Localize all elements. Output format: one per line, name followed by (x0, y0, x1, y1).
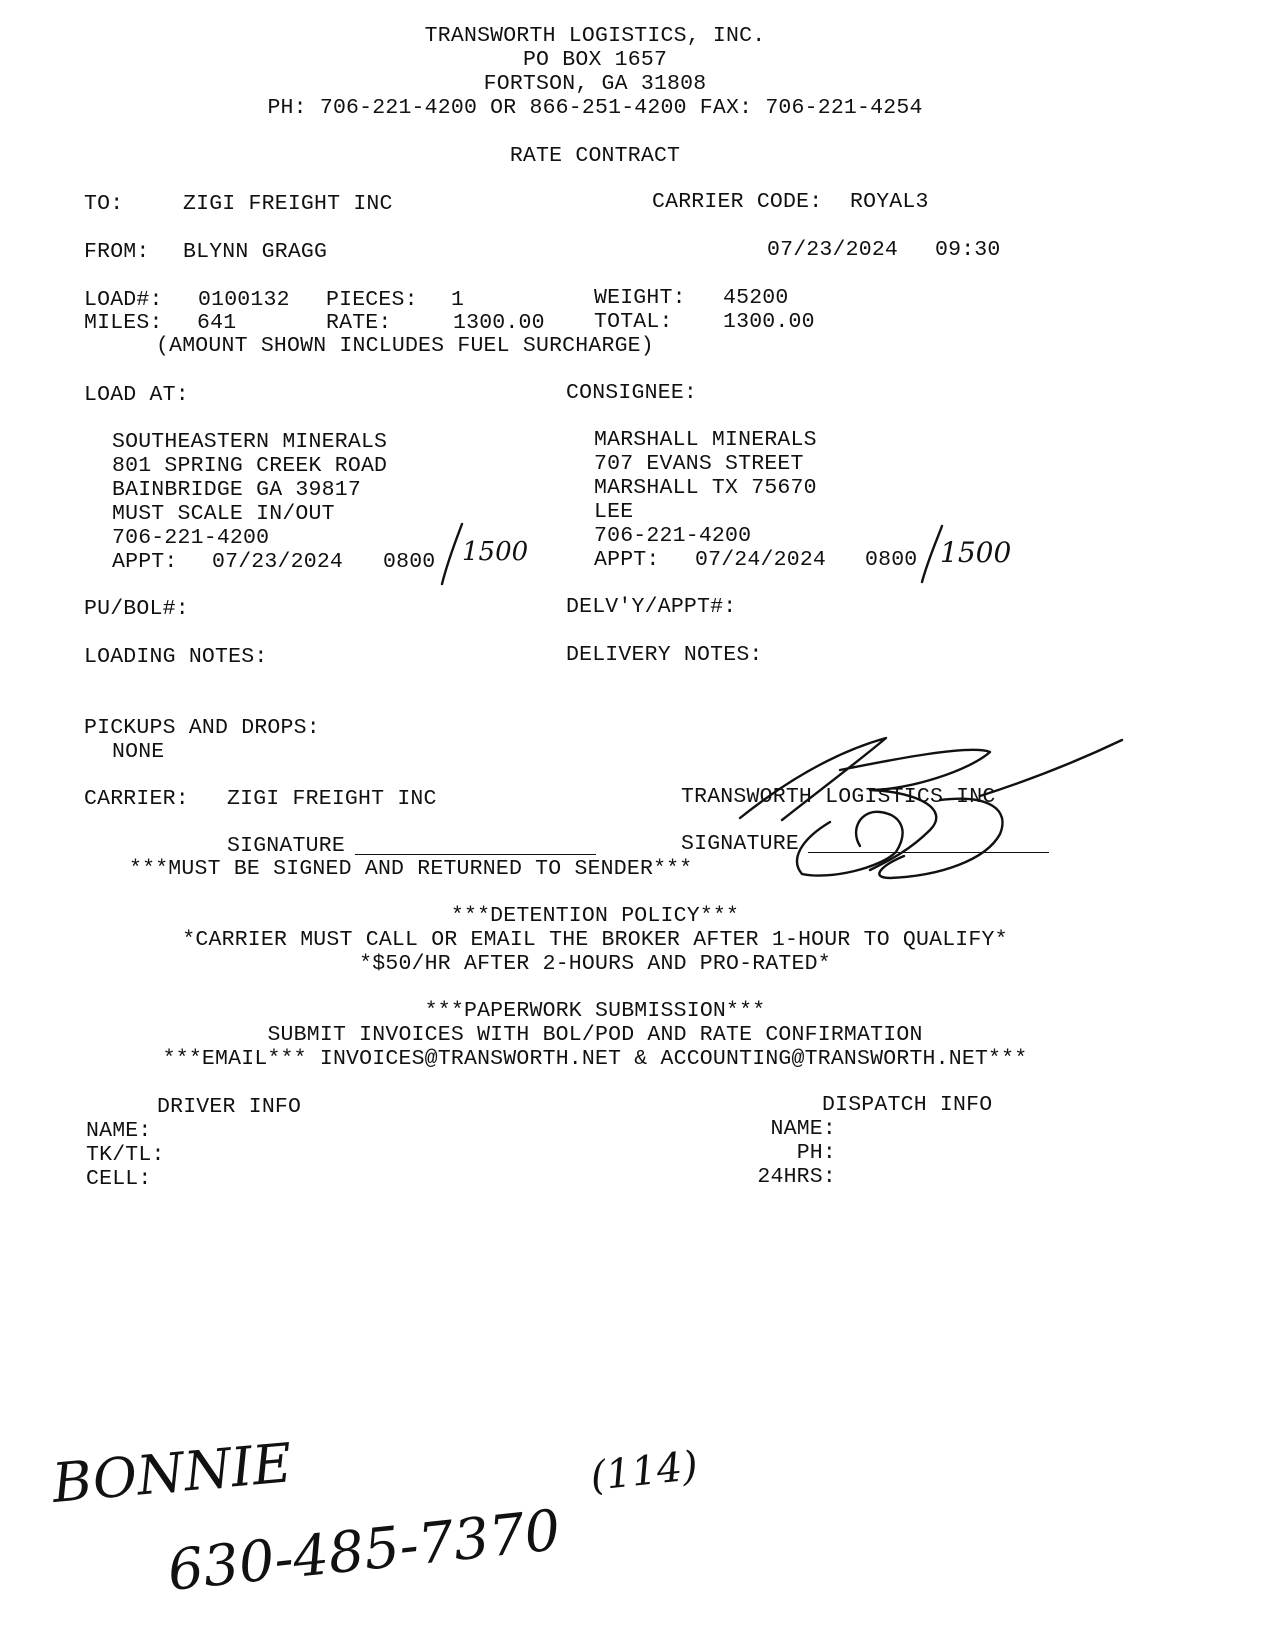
consignee-address: 707 EVANS STREET (594, 452, 804, 476)
pu-bol-label: PU/BOL#: (84, 597, 189, 621)
carrier-name: ZIGI FREIGHT INC (227, 787, 437, 811)
carrier-code-label: CARRIER CODE: (652, 190, 823, 214)
shipper-city: BAINBRIDGE GA 39817 (112, 478, 361, 502)
detention-line-1: *CARRIER MUST CALL OR EMAIL THE BROKER AFTER 1-HOUR TO QUALIFY* (182, 928, 1008, 952)
paperwork-line-1: SUBMIT INVOICES WITH BOL/POD AND RATE CONFIRMATION (267, 1023, 923, 1047)
load-number: 0100132 (198, 288, 290, 312)
shipper-address: 801 SPRING CREEK ROAD (112, 454, 388, 478)
to-label: TO: (84, 192, 124, 216)
driver-cell-label: CELL: (86, 1167, 152, 1191)
paperwork-email-line: ***EMAIL*** INVOICES@TRANSWORTH.NET & ACCOUNTING@TRANSWORTH.NET*** (162, 1047, 1028, 1071)
from-label: FROM: (84, 240, 150, 264)
detention-line-2: *$50/HR AFTER 2-HOURS AND PRO-RATED* (359, 952, 831, 976)
contract-date: 07/23/2024 (767, 238, 899, 262)
rate-label: RATE: (326, 311, 392, 335)
broker-signature (690, 730, 1130, 890)
svg-text:BONNIE: BONNIE (49, 1431, 295, 1515)
dispatch-info-title: DISPATCH INFO (822, 1093, 993, 1117)
company-phones: PH: 706-221-4200 OR 866-251-4200 FAX: 706-221-4254 (267, 96, 923, 120)
pickups-drops-value: NONE (112, 740, 165, 764)
paperwork-title: ***PAPERWORK SUBMISSION*** (424, 999, 766, 1023)
document-title: RATE CONTRACT (509, 144, 681, 168)
miles-label: MILES: (84, 311, 163, 335)
miles-value: 641 (197, 311, 237, 335)
must-sign-notice: ***MUST BE SIGNED AND RETURNED TO SENDER*** (129, 857, 693, 881)
rate-value: 1300.00 (453, 311, 545, 335)
broker-signature-label: SIGNATURE (681, 832, 799, 856)
delivery-appt-label: DELV'Y/APPT#: (566, 595, 737, 619)
delivery-notes-label: DELIVERY NOTES: (566, 643, 763, 667)
carrier-label: CARRIER: (84, 787, 189, 811)
shipper-name: SOUTHEASTERN MINERALS (112, 430, 388, 454)
total-value: 1300.00 (723, 310, 815, 334)
consignee-appt-time: 0800 (865, 548, 918, 572)
carrier-signature-label: SIGNATURE (227, 834, 345, 858)
svg-text:(114): (114) (588, 1442, 701, 1500)
to-value: ZIGI FREIGHT INC (183, 192, 393, 216)
handwritten-shipper-appt-end (430, 520, 540, 590)
shipper-phone: 706-221-4200 (112, 526, 270, 550)
weight-label: WEIGHT: (594, 286, 686, 310)
company-city: FORTSON, GA 31808 (483, 72, 707, 96)
po-box: PO BOX 1657 (522, 48, 668, 72)
consignee-contact: LEE (594, 500, 634, 524)
driver-truck-trailer-label: TK/TL: (86, 1143, 165, 1167)
carrier-code-value: ROYAL3 (850, 190, 929, 214)
contract-time: 09:30 (935, 238, 1001, 262)
load-number-label: LOAD#: (84, 288, 163, 312)
pieces-value: 1 (451, 288, 465, 312)
fuel-surcharge-note: (AMOUNT SHOWN INCLUDES FUEL SURCHARGE) (156, 334, 654, 358)
loading-notes-label: LOADING NOTES: (84, 645, 268, 669)
from-value: BLYNN GRAGG (183, 240, 328, 264)
detention-title: ***DETENTION POLICY*** (450, 904, 740, 928)
consignee-name: MARSHALL MINERALS (594, 428, 817, 452)
dispatch-phone-label: PH: (796, 1141, 836, 1165)
handwritten-contact-note (40, 1420, 760, 1630)
consignee-phone: 706-221-4200 (594, 524, 752, 548)
dispatch-24hrs-label: 24HRS: (757, 1165, 836, 1189)
shipper-appt-label: APPT: (112, 550, 178, 574)
load-at-label: LOAD AT: (84, 383, 189, 407)
pieces-label: PIECES: (326, 288, 418, 312)
shipper-appt-date: 07/23/2024 (212, 550, 344, 574)
consignee-appt-date: 07/24/2024 (695, 548, 827, 572)
svg-text:1500: 1500 (940, 536, 1012, 569)
handwritten-consignee-appt-end (912, 520, 1032, 590)
total-label: TOTAL: (594, 310, 673, 334)
carrier-signature-line[interactable] (355, 854, 596, 855)
driver-name-label: NAME: (86, 1119, 152, 1143)
svg-text:1500: 1500 (462, 537, 529, 567)
driver-info-title: DRIVER INFO (157, 1095, 302, 1119)
consignee-appt-label: APPT: (594, 548, 660, 572)
dispatch-name-label: NAME: (770, 1117, 836, 1141)
broker-name: TRANSWORTH LOGISTICS INC (681, 785, 996, 809)
shipper-instruction: MUST SCALE IN/OUT (112, 502, 335, 526)
company-name: TRANSWORTH LOGISTICS, INC. (424, 24, 766, 48)
consignee-label: CONSIGNEE: (566, 381, 698, 405)
pickups-drops-label: PICKUPS AND DROPS: (84, 716, 320, 740)
weight-value: 45200 (723, 286, 789, 310)
svg-text:630-485-7370: 630-485-7370 (164, 1498, 564, 1604)
shipper-appt-time: 0800 (383, 550, 436, 574)
consignee-city: MARSHALL TX 75670 (594, 476, 817, 500)
